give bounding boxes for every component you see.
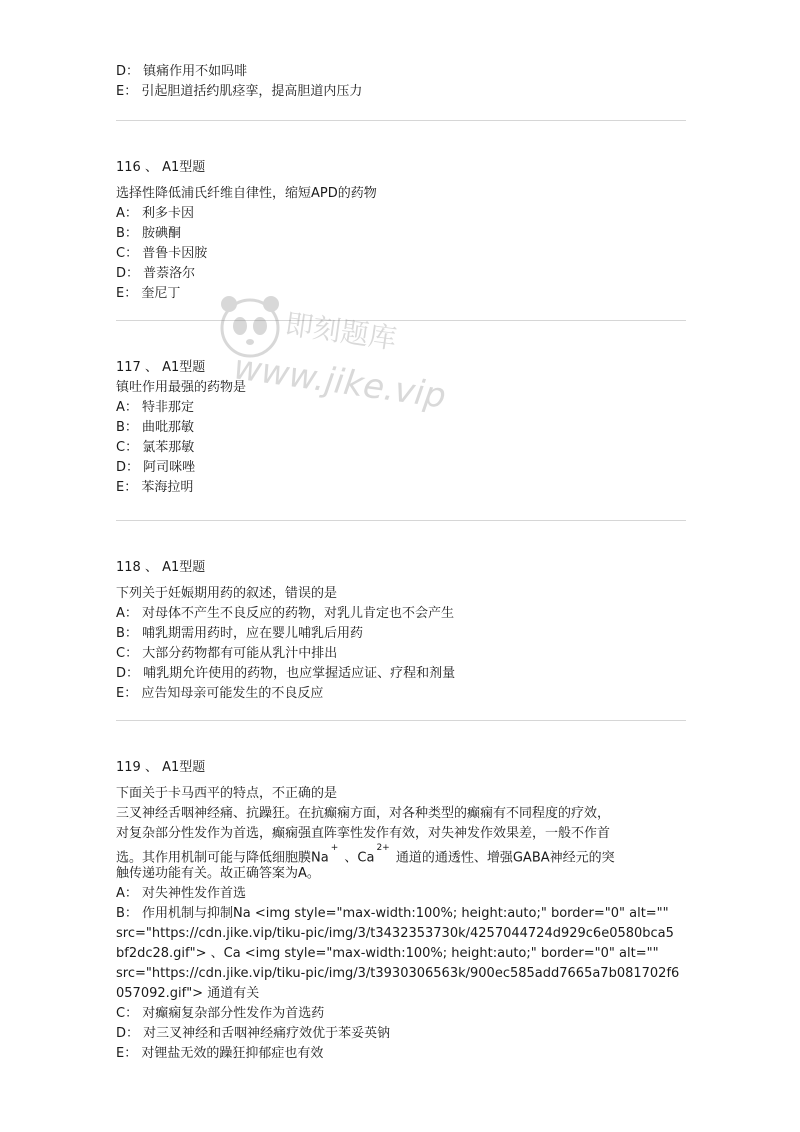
question-stem: 镇吐作用最强的药物是	[116, 380, 247, 395]
question-118	[116, 558, 686, 704]
option-b: B： 曲吡那敏	[116, 420, 195, 435]
option-a: A： 利多卡因	[116, 206, 195, 221]
superscript: +	[330, 843, 339, 853]
question-stem: 下面关于卡马西平的特点，不正确的是	[116, 786, 338, 801]
question-117	[116, 358, 686, 498]
analysis-line: 触传递功能有关。故正确答案为A。	[116, 866, 320, 881]
analysis-line: 三叉神经舌咽神经痛、抗躁狂。在抗癫痫方面，对各种类型的癫痫有不同程度的疗效，	[116, 806, 611, 821]
question-header: 117 、 A1型题	[116, 360, 206, 375]
option-a: A： 特非那定	[116, 400, 195, 415]
question-header: 116 、 A1型题	[116, 160, 206, 175]
watermark-brand-text: 即刻题库	[283, 307, 399, 356]
divider	[116, 120, 686, 121]
option-b-continued: 057092.gif"> 通道有关	[116, 986, 260, 1001]
option-b: B： 胺碘酮	[116, 226, 182, 241]
analysis-text: 选。其作用机制可能与降低细胞膜Na	[116, 850, 329, 866]
option-e: E： 应告知母亲可能发生的不良反应	[116, 686, 324, 701]
option-d: D： 普萘洛尔	[116, 266, 196, 281]
option-c: C： 对癫痫复杂部分性发作为首选药	[116, 1006, 325, 1021]
option-d: D： 阿司咪唑	[116, 460, 196, 475]
question-119	[116, 758, 686, 1064]
option-c: C： 大部分药物都有可能从乳汁中排出	[116, 646, 338, 661]
option-e: E： 苯海拉明	[116, 480, 194, 495]
question-header: 118 、 A1型题	[116, 560, 206, 575]
watermark-url-text: www.jike.vip	[231, 347, 449, 417]
option-b-continued: src="https://cdn.jike.vip/tiku-pic/img/3/t3432353730k/4257044724d929c6e0580bca5	[116, 926, 674, 941]
option-e: E： 引起胆道括约肌痉挛，提高胆道内压力	[116, 84, 363, 99]
divider	[116, 520, 686, 521]
question-header: 119 、 A1型题	[116, 760, 206, 775]
option-d: D： 对三叉神经和舌咽神经痛疗效优于苯妥英钠	[116, 1026, 391, 1041]
analysis-line: 对复杂部分性发作为首选，癫痫强直阵挛性发作有效，对失神发作效果差，一般不作首	[116, 826, 611, 841]
option-a: A： 对失神性发作首选	[116, 886, 247, 901]
superscript: 2+	[376, 843, 390, 853]
option-b-continued: bf2dc28.gif"> 、Ca <img style="max-width:100%; height:auto;" border="0" alt=""	[116, 946, 659, 961]
option-b: B： 哺乳期需用药时，应在婴儿哺乳后用药	[116, 626, 364, 641]
option-d: D： 哺乳期允许使用的药物，也应掌握适应证、疗程和剂量	[116, 666, 456, 681]
previous-question-tail	[116, 62, 686, 102]
option-d: D： 镇痛作用不如吗啡	[116, 64, 248, 79]
option-c: C： 氯苯那敏	[116, 440, 195, 455]
analysis-text: 、Ca	[340, 850, 375, 866]
divider	[116, 720, 686, 721]
option-e: E： 奎尼丁	[116, 286, 181, 301]
option-e: E： 对锂盐无效的躁狂抑郁症也有效	[116, 1046, 324, 1061]
divider	[116, 320, 686, 321]
question-stem: 下列关于妊娠期用药的叙述，错误的是	[116, 586, 338, 601]
question-116	[116, 158, 686, 304]
analysis-line	[116, 844, 686, 864]
option-c: C： 普鲁卡因胺	[116, 246, 208, 261]
question-stem: 选择性降低浦氏纤维自律性，缩短APD的药物	[116, 186, 377, 201]
analysis-text: 通道的通透性、增强GABA神经元的突	[391, 850, 615, 866]
option-b: B： 作用机制与抑制Na <img style="max-width:100%; height:auto;" border="0" alt=""	[116, 906, 669, 921]
option-b-continued: src="https://cdn.jike.vip/tiku-pic/img/3/t3930306563k/900ec585add7665a7b081702f6	[116, 966, 680, 981]
option-a: A： 对母体不产生不良反应的药物，对乳儿肯定也不会产生	[116, 606, 455, 621]
